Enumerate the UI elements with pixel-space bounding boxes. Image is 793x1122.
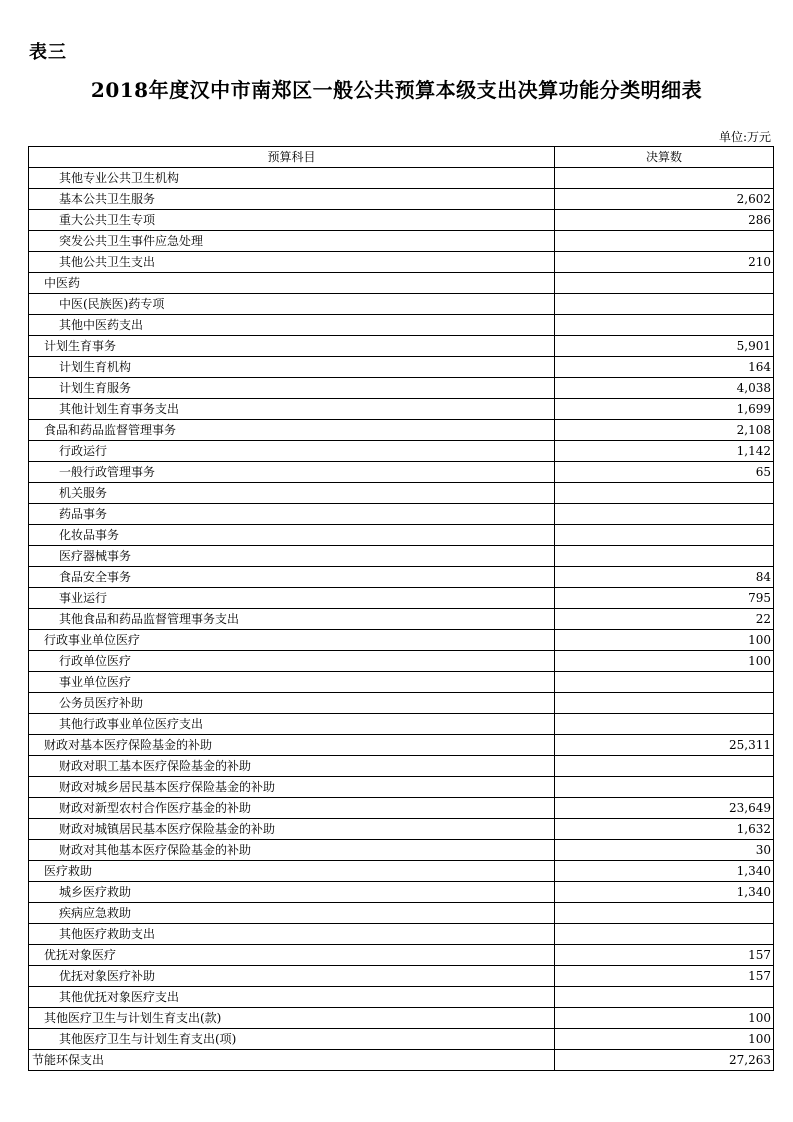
table-row [29, 924, 774, 945]
row-amount [555, 987, 774, 1008]
row-subject: 食品安全事务 [29, 567, 555, 588]
row-subject: 药品事务 [29, 504, 555, 525]
row-amount: 795 [555, 588, 774, 609]
table-row [29, 231, 774, 252]
row-amount [555, 315, 774, 336]
table-row [29, 966, 774, 987]
row-subject: 事业单位医疗 [29, 672, 555, 693]
row-subject: 医疗救助 [29, 861, 555, 882]
table-row [29, 672, 774, 693]
row-amount: 286 [555, 210, 774, 231]
row-amount: 23,649 [555, 798, 774, 819]
row-amount [555, 714, 774, 735]
row-subject: 行政事业单位医疗 [29, 630, 555, 651]
row-subject: 行政单位医疗 [29, 651, 555, 672]
row-subject: 基本公共卫生服务 [29, 189, 555, 210]
row-subject: 城乡医疗救助 [29, 882, 555, 903]
row-subject: 财政对基本医疗保险基金的补助 [29, 735, 555, 756]
table-row [29, 1029, 774, 1050]
row-amount: 210 [555, 252, 774, 273]
table-row [29, 504, 774, 525]
row-subject: 其他医疗卫生与计划生育支出(款) [29, 1008, 555, 1029]
row-amount: 1,632 [555, 819, 774, 840]
row-subject: 中医药 [29, 273, 555, 294]
row-amount [555, 504, 774, 525]
row-amount [555, 168, 774, 189]
row-subject: 节能环保支出 [29, 1050, 555, 1071]
row-subject: 事业运行 [29, 588, 555, 609]
row-subject: 公务员医疗补助 [29, 693, 555, 714]
table-row [29, 756, 774, 777]
row-amount [555, 273, 774, 294]
row-amount [555, 294, 774, 315]
row-amount: 25,311 [555, 735, 774, 756]
table-row [29, 651, 774, 672]
table-row [29, 735, 774, 756]
table-row [29, 399, 774, 420]
row-amount [555, 693, 774, 714]
table-row [29, 168, 774, 189]
row-amount: 100 [555, 651, 774, 672]
row-amount [555, 483, 774, 504]
row-amount [555, 231, 774, 252]
row-amount: 164 [555, 357, 774, 378]
row-amount: 4,038 [555, 378, 774, 399]
row-amount: 100 [555, 1029, 774, 1050]
row-amount [555, 756, 774, 777]
column-header-amount: 决算数 [555, 147, 774, 168]
table-row [29, 609, 774, 630]
row-amount [555, 777, 774, 798]
table-row [29, 567, 774, 588]
row-amount: 84 [555, 567, 774, 588]
row-amount: 157 [555, 945, 774, 966]
row-amount: 27,263 [555, 1050, 774, 1071]
row-amount: 1,340 [555, 861, 774, 882]
row-amount [555, 525, 774, 546]
table-row [29, 546, 774, 567]
unit-label: 单位:万元 [718, 130, 771, 144]
row-subject: 财政对新型农村合作医疗基金的补助 [29, 798, 555, 819]
row-subject: 食品和药品监督管理事务 [29, 420, 555, 441]
row-amount [555, 546, 774, 567]
row-subject: 化妆品事务 [29, 525, 555, 546]
table-row [29, 945, 774, 966]
table-row [29, 273, 774, 294]
table-row [29, 693, 774, 714]
table-row [29, 588, 774, 609]
row-amount: 100 [555, 630, 774, 651]
table-row [29, 630, 774, 651]
row-subject: 计划生育服务 [29, 378, 555, 399]
row-subject: 机关服务 [29, 483, 555, 504]
row-subject: 计划生育事务 [29, 336, 555, 357]
row-amount: 65 [555, 462, 774, 483]
table-row [29, 777, 774, 798]
table-row [29, 798, 774, 819]
row-subject: 其他公共卫生支出 [29, 252, 555, 273]
table-body [29, 168, 774, 1071]
row-amount: 1,340 [555, 882, 774, 903]
column-header-subject: 预算科目 [29, 147, 555, 168]
row-subject: 优抚对象医疗补助 [29, 966, 555, 987]
row-subject: 优抚对象医疗 [29, 945, 555, 966]
budget-table [28, 146, 774, 1071]
row-subject: 其他食品和药品监督管理事务支出 [29, 609, 555, 630]
row-subject: 财政对职工基本医疗保险基金的补助 [29, 756, 555, 777]
row-subject: 其他医疗救助支出 [29, 924, 555, 945]
row-amount [555, 672, 774, 693]
row-amount: 100 [555, 1008, 774, 1029]
table-row [29, 210, 774, 231]
table-row [29, 882, 774, 903]
row-subject: 其他优抚对象医疗支出 [29, 987, 555, 1008]
row-subject: 其他专业公共卫生机构 [29, 168, 555, 189]
table-row [29, 1008, 774, 1029]
table-row [29, 861, 774, 882]
row-amount: 22 [555, 609, 774, 630]
row-subject: 其他中医药支出 [29, 315, 555, 336]
table-row [29, 315, 774, 336]
table-row [29, 483, 774, 504]
table-row [29, 378, 774, 399]
table-row [29, 819, 774, 840]
table-row [29, 714, 774, 735]
row-amount [555, 924, 774, 945]
table-row [29, 336, 774, 357]
row-subject: 重大公共卫生专项 [29, 210, 555, 231]
table-row [29, 462, 774, 483]
table-row [29, 903, 774, 924]
row-subject: 医疗器械事务 [29, 546, 555, 567]
row-amount: 1,699 [555, 399, 774, 420]
row-subject: 财政对其他基本医疗保险基金的补助 [29, 840, 555, 861]
row-subject: 财政对城镇居民基本医疗保险基金的补助 [29, 819, 555, 840]
page-title: 2018年度汉中市南郑区一般公共预算本级支出决算功能分类明细表 [90, 78, 703, 102]
table-row [29, 1050, 774, 1071]
table-header-row [29, 147, 774, 168]
row-subject: 其他医疗卫生与计划生育支出(项) [29, 1029, 555, 1050]
row-subject: 计划生育机构 [29, 357, 555, 378]
row-amount [555, 903, 774, 924]
table-row [29, 987, 774, 1008]
row-amount: 5,901 [555, 336, 774, 357]
table-row [29, 441, 774, 462]
table-row [29, 357, 774, 378]
table-number: 表三 [29, 42, 67, 63]
row-amount: 1,142 [555, 441, 774, 462]
table-row [29, 525, 774, 546]
row-subject: 其他计划生育事务支出 [29, 399, 555, 420]
row-subject: 行政运行 [29, 441, 555, 462]
row-subject: 一般行政管理事务 [29, 462, 555, 483]
table-row [29, 294, 774, 315]
row-subject: 其他行政事业单位医疗支出 [29, 714, 555, 735]
table-row [29, 252, 774, 273]
table-row [29, 420, 774, 441]
table-row [29, 189, 774, 210]
row-subject: 疾病应急救助 [29, 903, 555, 924]
table-row [29, 840, 774, 861]
row-amount: 157 [555, 966, 774, 987]
row-subject: 突发公共卫生事件应急处理 [29, 231, 555, 252]
row-subject: 财政对城乡居民基本医疗保险基金的补助 [29, 777, 555, 798]
row-subject: 中医(民族医)药专项 [29, 294, 555, 315]
row-amount: 2,108 [555, 420, 774, 441]
row-amount: 2,602 [555, 189, 774, 210]
row-amount: 30 [555, 840, 774, 861]
